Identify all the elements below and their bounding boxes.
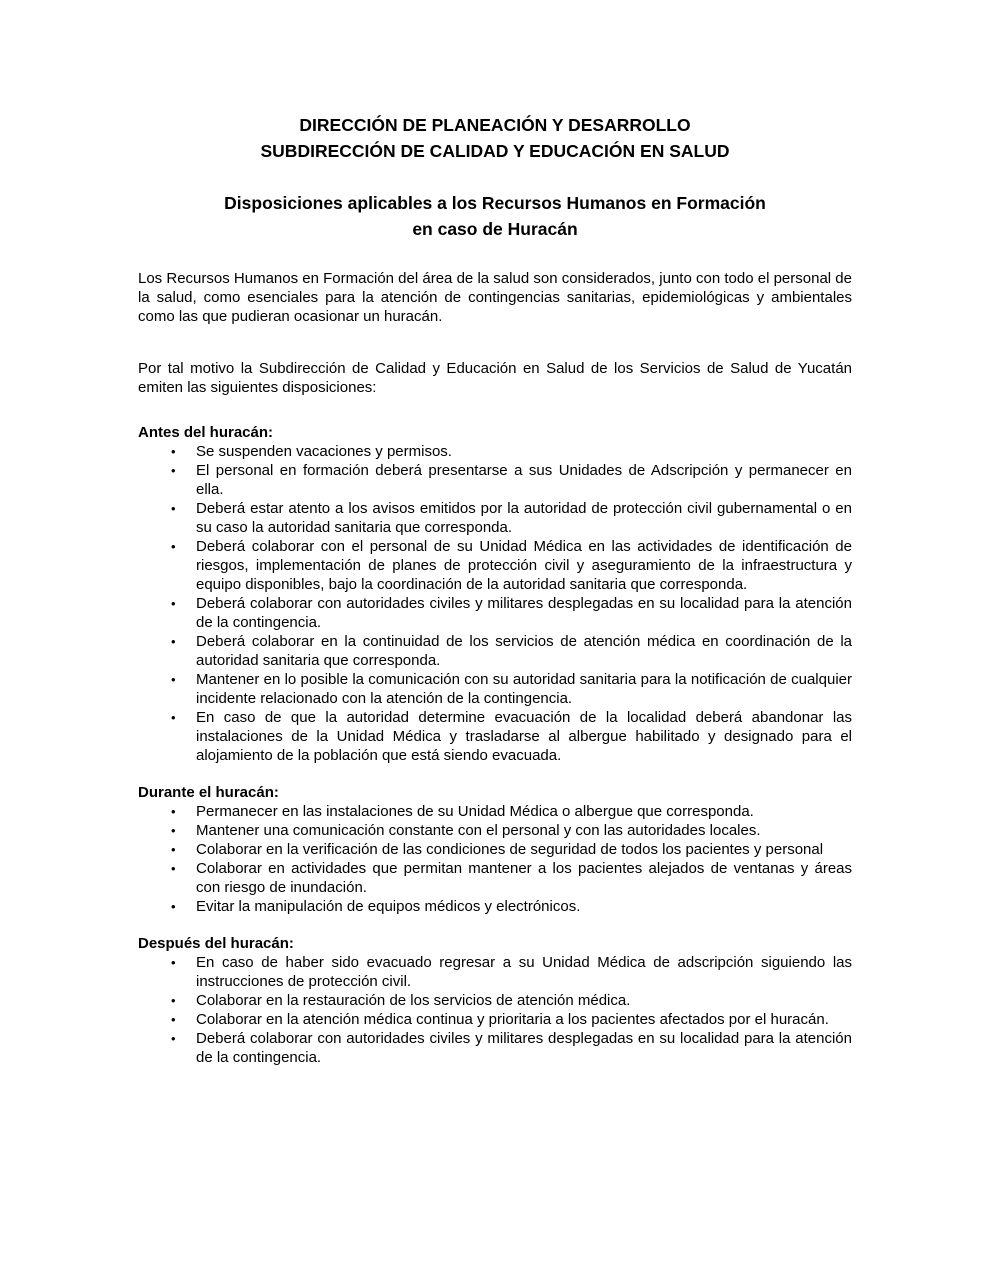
bullet-list-before xyxy=(138,442,852,765)
bullet-icon: • xyxy=(171,899,176,914)
list-item-text: Colaborar en la verificación de las condiciones de seguridad de todos los pacientes y personal xyxy=(196,841,824,858)
bullet-icon: • xyxy=(171,634,176,649)
list-item-text: Mantener una comunicación constante con el personal y con las autoridades locales. xyxy=(196,822,761,839)
list-item-text: El personal en formación deberá presentarse a sus Unidades de Adscripción y permanecer en ella. xyxy=(196,462,852,498)
list-item-text: En caso de haber sido evacuado regresar a su Unidad Médica de adscripción siguiendo las instrucciones de protección civil. xyxy=(196,954,852,990)
bullet-icon: • xyxy=(171,710,176,725)
list-item-text: Deberá estar atento a los avisos emitidos por la autoridad de protección civil gubernamental o en su caso la autoridad sanitaria que corresponda. xyxy=(196,500,852,536)
bullet-icon: • xyxy=(171,993,176,1008)
motive-paragraph: Por tal motivo la Subdirección de Calidad y Educación en Salud de los Servicios de Salud de Yucatán emiten las siguientes disposiciones: xyxy=(138,360,852,396)
document-page xyxy=(138,112,852,1067)
list-item xyxy=(138,897,852,916)
list-item-text: Colaborar en la restauración de los servicios de atención médica. xyxy=(196,992,631,1009)
document-subtitle xyxy=(138,190,852,242)
list-item-text: Deberá colaborar en la continuidad de los servicios de atención médica en coordinación de la autoridad sanitaria que corresponda. xyxy=(196,633,852,669)
list-item-text: Colaborar en la atención médica continua y prioritaria a los pacientes afectados por el huracán. xyxy=(196,1011,829,1028)
list-item xyxy=(138,1010,852,1029)
bullet-icon: • xyxy=(171,672,176,687)
list-item xyxy=(138,953,852,991)
bullet-list-after xyxy=(138,953,852,1067)
list-item xyxy=(138,859,852,897)
section-title-after: Después del huracán: xyxy=(138,935,294,952)
list-item-text: Colaborar en actividades que permitan mantener a los pacientes alejados de ventanas y áreas con riesgo de inundación. xyxy=(196,860,852,896)
bullet-icon: • xyxy=(171,1012,176,1027)
list-item xyxy=(138,632,852,670)
header-line-2: SUBDIRECCIÓN DE CALIDAD Y EDUCACIÓN EN SALUD xyxy=(260,141,730,161)
list-item-text: Deberá colaborar con el personal de su Unidad Médica en las actividades de identificación de riesgos, implementación de planes de protección civil y aseguramiento de la infraestructura y equipo disponibles, bajo la coordinación de la autoridad sanitaria que corresponda. xyxy=(196,538,852,593)
list-item-text: Deberá colaborar con autoridades civiles y militares desplegadas en su localidad para la atención de la contingencia. xyxy=(196,595,852,631)
bullet-icon: • xyxy=(171,823,176,838)
bullet-icon: • xyxy=(171,596,176,611)
bullet-icon: • xyxy=(171,1031,176,1046)
bullet-icon: • xyxy=(171,501,176,516)
list-item xyxy=(138,442,852,461)
list-item-text: En caso de que la autoridad determine evacuación de la localidad deberá abandonar las instalaciones de la Unidad Médica y trasladarse al albergue habilitado y designado para el alojamiento de la población que está siendo evacuada. xyxy=(196,709,852,764)
list-item xyxy=(138,670,852,708)
subtitle-line-2: en caso de Huracán xyxy=(412,219,578,239)
section-title-during: Durante el huracán: xyxy=(138,784,279,801)
intro-paragraph: Los Recursos Humanos en Formación del área de la salud son considerados, junto con todo el personal de la salud, como esenciales para la atención de contingencias sanitarias, epidemiológicas y ambientales como las que pudieran ocasionar un huracán. xyxy=(138,270,852,325)
list-item xyxy=(138,708,852,765)
bullet-icon: • xyxy=(171,444,176,459)
list-item xyxy=(138,499,852,537)
bullet-icon: • xyxy=(171,955,176,970)
bullet-icon: • xyxy=(171,842,176,857)
bullet-icon: • xyxy=(171,804,176,819)
list-item xyxy=(138,537,852,594)
list-item xyxy=(138,991,852,1010)
subtitle-line-1: Disposiciones aplicables a los Recursos Humanos en Formación xyxy=(224,193,766,213)
list-item xyxy=(138,1029,852,1067)
list-item-text: Mantener en lo posible la comunicación con su autoridad sanitaria para la notificación de cualquier incidente relacionado con la atención de la contingencia. xyxy=(196,671,852,707)
bullet-icon: • xyxy=(171,539,176,554)
bullet-list-during xyxy=(138,802,852,916)
list-item-text: Evitar la manipulación de equipos médicos y electrónicos. xyxy=(196,898,581,915)
list-item xyxy=(138,802,852,821)
list-item xyxy=(138,594,852,632)
list-item-text: Permanecer en las instalaciones de su Unidad Médica o albergue que corresponda. xyxy=(196,803,754,820)
list-item xyxy=(138,840,852,859)
document-header xyxy=(138,112,852,164)
list-item-text: Se suspenden vacaciones y permisos. xyxy=(196,443,452,460)
list-item xyxy=(138,461,852,499)
list-item-text: Deberá colaborar con autoridades civiles y militares desplegadas en su localidad para la atención de la contingencia. xyxy=(196,1030,852,1066)
bullet-icon: • xyxy=(171,861,176,876)
header-line-1: DIRECCIÓN DE PLANEACIÓN Y DESARROLLO xyxy=(299,115,691,135)
section-title-before: Antes del huracán: xyxy=(138,424,274,441)
bullet-icon: • xyxy=(171,463,176,478)
list-item xyxy=(138,821,852,840)
